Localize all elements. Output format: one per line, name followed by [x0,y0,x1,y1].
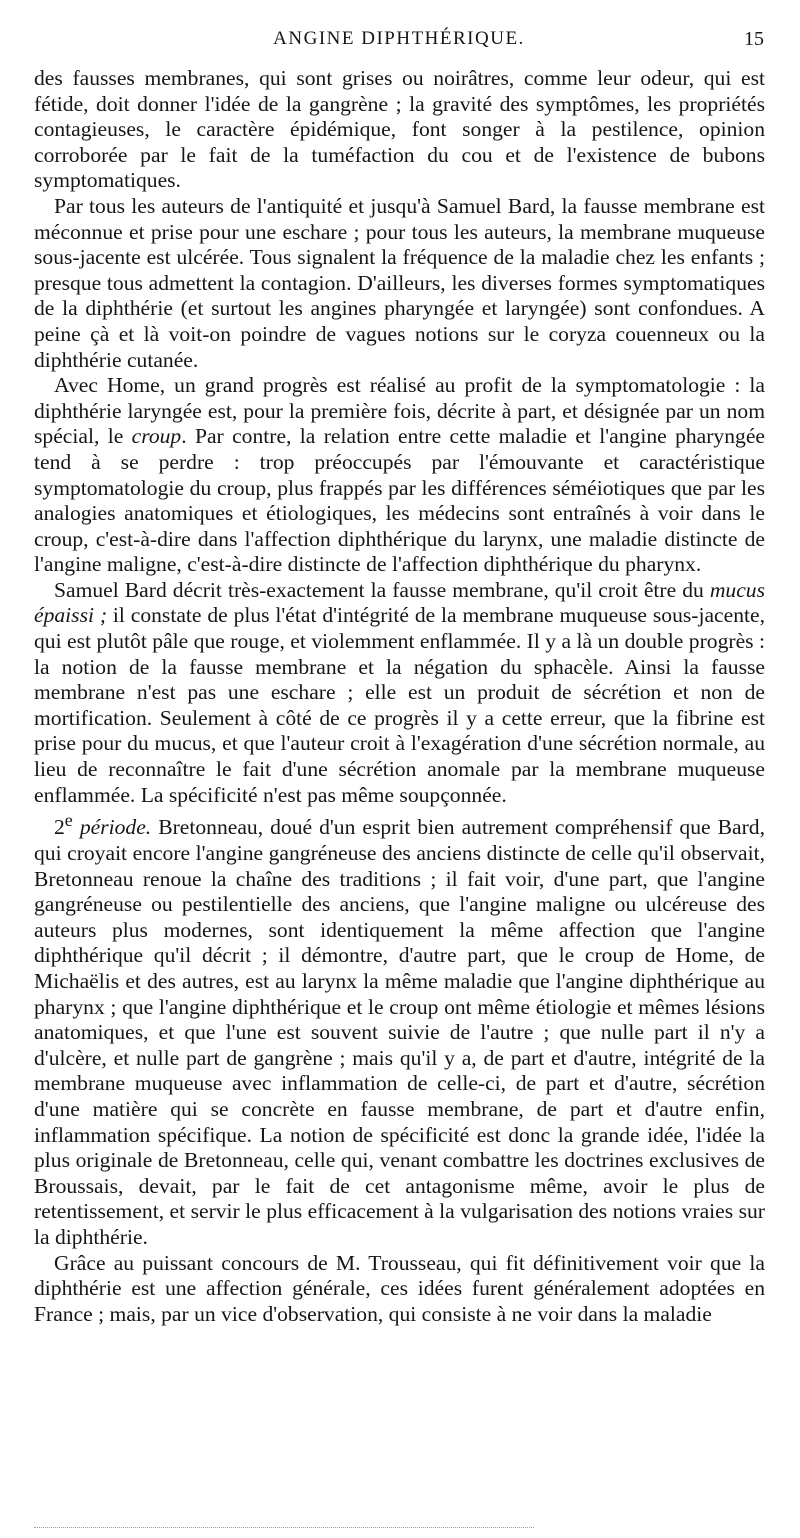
running-head [34,28,764,58]
paragraph-text: Samuel Bard décrit très-exactement la fausse membrane, qu'il croit être du [54,577,710,602]
paragraph-text: Grâce au puissant concours de M. Trousseau, qui fit définitivement voir que la diphthérie est une affection générale, ces idées furent généralement adoptées en France ; mais, par un vice d'observation, qui consiste à ne voir dans la maladie [34,1250,765,1326]
body-text [34,66,765,1327]
section-heading: période. [79,815,152,840]
paragraph-text: Avec Home, un grand progrès est réalisé au profit de la symptomatologie : la diphthérie laryngée est, pour la première fois, décrite à part, et désignée par un nom spécial, le [34,373,765,449]
paragraph-text: il constate de plus l'état d'intégrité de la membrane muqueuse sous-jacente, qui est plutôt pâle que rouge, et violemment enflammée. Il y a là un double progrès : la notion de la fausse membrane et la négation du sphacèle. Ainsi la fausse membrane n'est pas une eschare ; elle est un produit de sécrétion et non de mortification. Seulement à côté de ce progrès il y a cette erreur, que la fibrine est prise pour du mucus, et que l'auteur croit à l'exagération d'une sécrétion normale, au lieu de reconnaître le fait d'une sécrétion anomale par la membrane muqueuse enflammée. La spécificité n'est pas même soupçonnée. [34,603,765,807]
paragraph-home [34,373,765,578]
footer-rule [34,1527,534,1530]
paragraph-text: des fausses membranes, qui sont grises ou noirâtres, comme leur odeur, qui est fétide, doit donner l'idée de la gangrène ; la gravité des symptômes, les propriétés contagieuses, le caractère épidémique, font songer à la pestilence, opinion corroborée par le fait de la tuméfaction du cou et de l'existence de bubons symptomatiques. [34,66,765,193]
paragraph-trousseau [34,1251,765,1328]
section-number: 2 [54,815,65,840]
paragraph-continuation [34,66,765,194]
paragraph-text: Bretonneau, doué d'un esprit bien autrement compréhensif que Bard, qui croyait encore l'angine gangréneuse des anciens distincte de celle qu'il observait, Bretonneau renoue la chaîne des traditions ; il fait voir, d'une part, que l'angine gangréneuse ou pestilentielle des anciens, que l'angine maligne ou ulcéreuse des auteurs plus modernes, sont identiquement la même affection que l'angine diphthérique qu'il décrit ; il démontre, d'autre part, que le croup de Home, de Michaëlis et des autres, est au larynx la même maladie que l'angine diphthérique au pharynx ; que l'angine diphthérique et le croup ont même étiologie et mêmes lésions anatomiques, et que l'une est souvent suivie de l'autre ; que nulle part il n'y a d'ulcère, et nulle part de gangrène ; mais qu'il y a, de part et d'autre, intégrité de la membrane muqueuse avec inflammation de celle-ci, de part et d'autre, sécrétion d'une matière qui se concrète en fausse membrane, de part et d'autre enfin, inflammation spécifique. La notion de spécificité est donc la grande idée, l'idée la plus originale de Bretonneau, celle qui, venant combattre les doctrines exclusives de Broussais, devait, par le fait de cet antagonisme même, avoir le plus de retentissement, et servir le plus efficacement à la vulgarisation des notions vraies sur la diphthérie. [34,815,765,1249]
paragraph-text: . Par contre, la relation entre cette maladie et l'angine pharyngée tend à se perdre : trop préoccupés par l'émouvante et caractéristique symptomatologie du croup, plus frappés par les différences séméiotiques que par les analogies anatomiques et étiologiques, les médecins sont entraînés à voir dans le croup, c'est-à-dire dans l'affection diphthérique du larynx, une maladie distincte de l'angine maligne, c'est-à-dire distincte de l'affection diphthérique du pharynx. [34,424,765,577]
paragraph-second-period [34,808,765,1250]
emphasis-term: mucus épaissi ; [34,577,765,628]
paragraph-text: Par tous les auteurs de l'antiquité et jusqu'à Samuel Bard, la fausse membrane est méconnue et prise pour une eschare ; pour tous les auteurs, la membrane muqueuse sous-jacente est ulcérée. Tous signalent la fréquence de la maladie chez les enfants ; presque tous admettent la contagion. D'ailleurs, les diverses formes symptomatiques de la diphthérie (et surtout les angines pharyngée et laryngée) sont confondues. A peine çà et là voit-on poindre de vagues notions sur le coryza couenneux ou la diphthérie cutanée. [34,193,765,372]
page-number: 15 [744,28,764,50]
ordinal-suffix: e [64,810,73,831]
running-title: ANGINE DIPHTHÉRIQUE. [273,28,525,49]
emphasis-term: croup [131,424,182,449]
paragraph-antiquity [34,194,765,373]
paragraph-samuel-bard [34,578,765,808]
